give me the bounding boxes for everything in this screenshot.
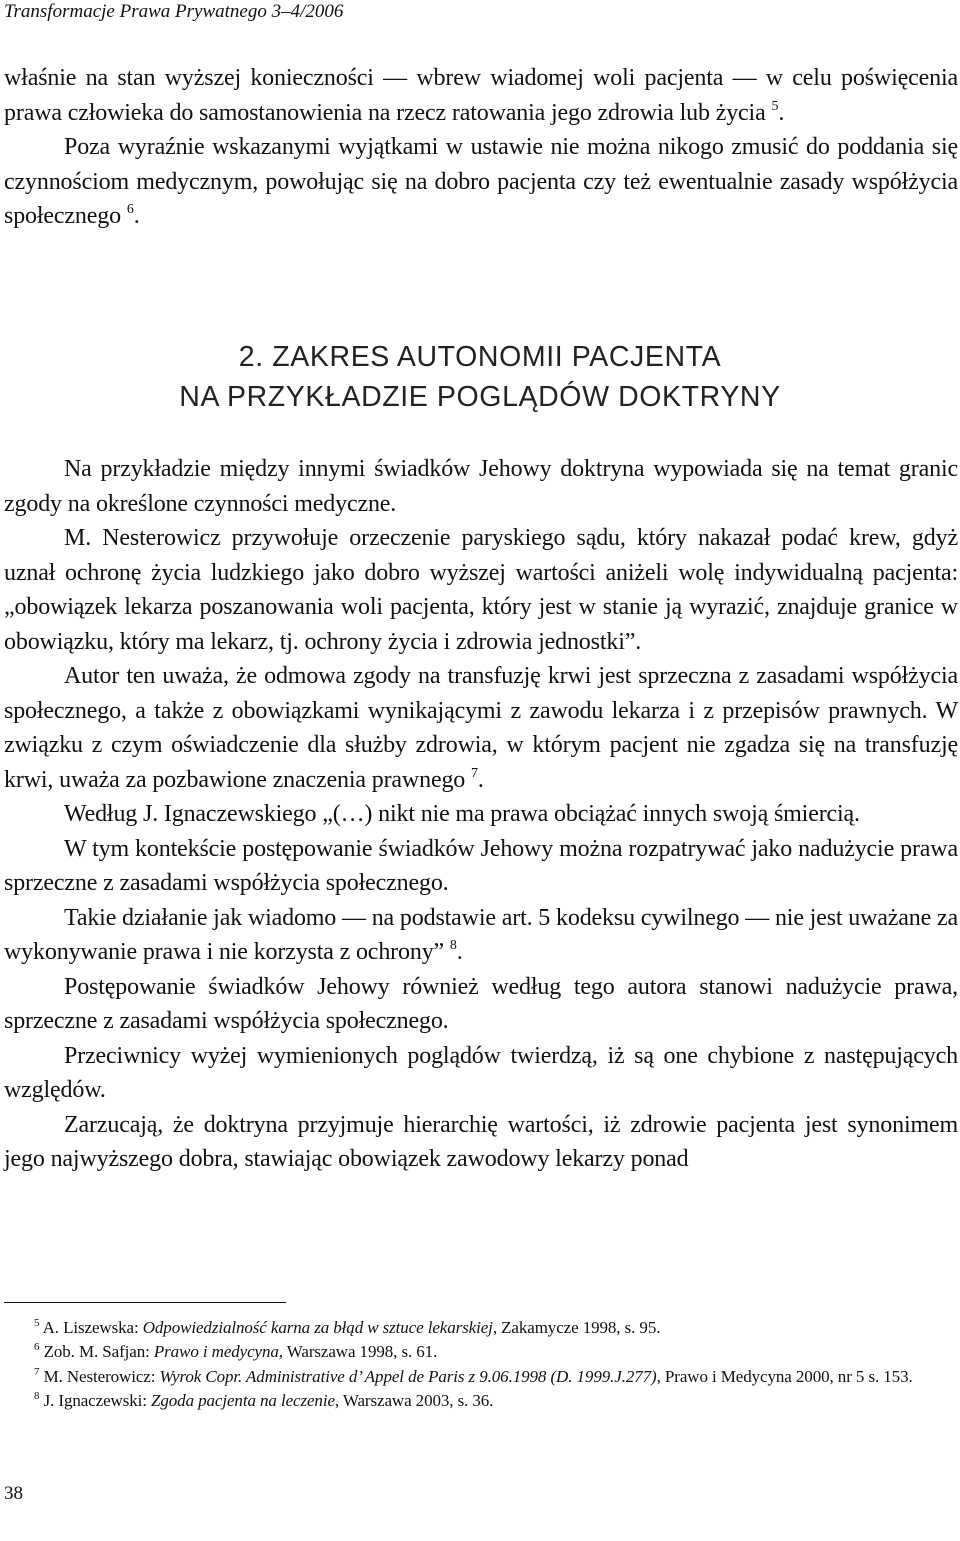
footnote-ref[interactable]: 8 bbox=[449, 938, 457, 953]
paragraph: Według J. Ignaczewskiego „(…) nikt nie ma prawa obciążać innych swoją śmiercią. bbox=[64, 801, 860, 827]
running-header: Transformacje Prawa Prywatnego 3–4/2006 bbox=[4, 1, 344, 22]
paragraph: Postępowanie świadków Jehowy również według tego autora stanowi nadużycie prawa, sprzeczne z zasadami współżycia społecznego. bbox=[4, 973, 958, 1034]
paragraph: Przeciwnicy wyżej wymienionych poglądów twierdzą, iż są one chybione z następujących względów. bbox=[4, 1042, 958, 1103]
paragraph: Takie działanie jak wiadomo — na podstawie art. 5 kodeksu cywilnego — nie jest uważane za wykonywanie prawa i nie korzysta z ochrony” $^8$. bbox=[4, 904, 958, 965]
section-heading bbox=[0, 337, 960, 417]
paragraph: właśnie na stan wyższej konieczności — wbrew wiadomej woli pacjenta — w celu poświęcenia prawa człowieka do samostanowienia na rzecz ratowania jego zdrowia lub życia $^5$. bbox=[4, 65, 958, 126]
footnote: $^8$ J. Ignaczewski: Zgoda pacjenta na leczenie, Warszawa 2003, s. 36. bbox=[34, 1390, 494, 1411]
footnote-ref[interactable]: 7 bbox=[471, 765, 478, 781]
intro-text bbox=[4, 61, 958, 234]
footnotes bbox=[4, 1316, 958, 1414]
footnote: $^5$ A. Liszewska: Odpowiedzialność karna za błąd w sztuce lekarskiej, Zakamycze 1998, s. 95. bbox=[34, 1317, 661, 1337]
paragraph: Autor ten uważa, że odmowa zgody na transfuzję krwi jest sprzeczna z zasadami współżycia społecznego, a także z obowiązkami wynikającymi z zawodu lekarza i z przepisów prawnych. W związku z czym oświadczenie dla służby zdrowia, w którym pacjent nie zgadza się na transfuzję krwi, uważa za pozbawione znaczenia prawnego $^7$. bbox=[4, 663, 958, 793]
footnote: $^6$ Zob. M. Safjan: Prawo i medycyna, Warszawa 1998, s. 61. bbox=[34, 1341, 438, 1362]
footnote-divider bbox=[4, 1302, 286, 1303]
paragraph: W tym kontekście postępowanie świadków Jehowy można rozpatrywać jako nadużycie prawa sprzeczne z zasadami współżycia społecznego. bbox=[4, 835, 958, 896]
footnote-ref[interactable]: 6 bbox=[126, 202, 134, 217]
section-body bbox=[4, 452, 958, 1177]
section-heading-line-2: NA PRZYKŁADZIE POGLĄDÓW DOKTRYNY bbox=[179, 381, 781, 413]
section-heading-line-1: 2. ZAKRES AUTONOMII PACJENTA bbox=[238, 341, 722, 373]
paragraph: Na przykładzie między innymi świadków Jehowy doktryna wypowiada się na temat granic zgody na określone czynności medyczne. bbox=[4, 456, 958, 517]
footnote: $^7$ M. Nesterowicz: Wyrok Copr. Administrative d’ Appel de Paris z 9.06.1998 (D. 1999.J.277), Prawo i Medycyna 2000, nr 5 s. 153. bbox=[34, 1365, 913, 1386]
footnote-ref[interactable]: 5 bbox=[771, 98, 779, 114]
page-number: 38 bbox=[4, 1483, 23, 1504]
paragraph: Zarzucają, że doktryna przyjmuje hierarchię wartości, iż zdrowie pacjenta jest synonimem jego najwyższego dobra, stawiając obowiązek zawodowy lekarzy ponad bbox=[4, 1111, 958, 1172]
paragraph: Poza wyraźnie wskazanymi wyjątkami w ustawie nie można nikogo zmusić do poddania się czynnościom medycznym, powołując się na dobro pacjenta czy też ewentualnie zasady współżycia społecznego $^6$. bbox=[4, 134, 958, 229]
paragraph: M. Nesterowicz przywołuje orzeczenie paryskiego sądu, który nakazał podać krew, gdyż uznał ochronę życia ludzkiego jako dobro wyższej wartości aniżeli wolę indywidualną pacjenta: „obowiązek lekarza poszanowania woli pacjenta, który jest w stanie ją wyrazić, znajduje granice w obowiązku, który ma lekarz, tj. ochrony życia i zdrowia jednostki”. bbox=[4, 525, 958, 655]
